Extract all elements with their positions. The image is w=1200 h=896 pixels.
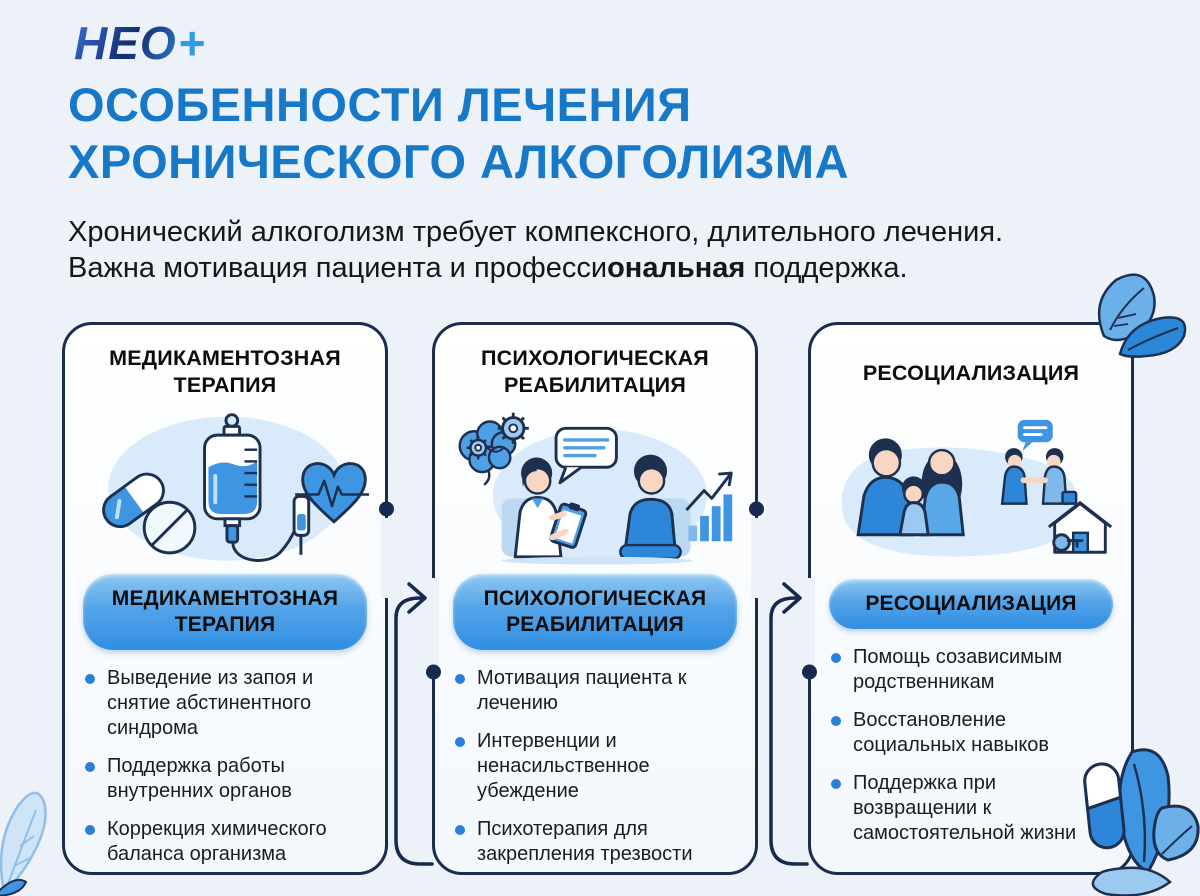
card-medication-bullets: [81, 666, 369, 880]
page-title-line1: ОСОБЕННОСТИ ЛЕЧЕНИЯ: [68, 78, 692, 131]
page-title-line2: ХРОНИЧЕСКОГО АЛКОГОЛИЗМА: [68, 135, 850, 188]
logo-text: НЕО: [74, 17, 177, 69]
bullet-item: Восстановление социальных навыков: [827, 708, 1115, 758]
subtitle-line2-rest: поддержка.: [745, 252, 908, 284]
bullet-item: Психотерапия для закрепления трезвости: [451, 817, 739, 867]
card-medication-illustration: [79, 403, 371, 568]
bullet-item: Выведение из запоя и снятие абстинентного синдрома: [81, 666, 369, 741]
card-psychology-bullets: [451, 666, 739, 880]
card-psychological-rehabilitation: [432, 322, 758, 875]
subtitle-line2-bold: ональная: [607, 252, 746, 284]
subtitle-line1: Хронический алкоголизм требует компексного, длительного лечения.: [68, 216, 1004, 248]
brain-gears-therapy-session-chart-illustration: [449, 403, 741, 568]
neo-plus-logo: [74, 16, 207, 70]
arrow-card2-to-card3: [771, 598, 807, 864]
bullet-item: Коррекция химического баланса организма: [81, 817, 369, 867]
border-gap: [427, 578, 439, 666]
bullet-item: Помощь созависимым родственникам: [827, 645, 1115, 695]
card-resocialization-bullets: [827, 645, 1115, 859]
card-psychology-illustration: [449, 403, 741, 568]
bullet-item: Поддержка работы внутренних органов: [81, 754, 369, 804]
bullet-item: Мотивация пациента к лечению: [451, 666, 739, 716]
card-resocialization: [808, 322, 1134, 875]
briefcase-icon: [1062, 492, 1076, 504]
card-resocialization-illustration: [825, 405, 1117, 573]
card-medication-pill-label: МЕДИКАМЕНТОЗНАЯ ТЕРАПИЯ: [83, 574, 367, 650]
logo-plus-icon: +: [178, 17, 207, 69]
page-subtitle: [68, 214, 1003, 286]
card-resocialization-header: РЕСОЦИАЛИЗАЦИЯ: [862, 360, 1080, 385]
page-title: [68, 76, 849, 190]
subtitle-line2-normal: Важна мотивация пациента и професси: [68, 252, 608, 284]
border-gap: [381, 518, 393, 598]
card-resocialization-pill-label: РЕСОЦИАЛИЗАЦИЯ: [829, 579, 1113, 629]
pills-iv-drip-heart-illustration: [79, 403, 371, 568]
border-gap: [803, 578, 815, 666]
subtitle-line2: [68, 250, 1003, 286]
card-medication-header: МЕДИКАМЕНТОЗНАЯ ТЕРАПИЯ: [109, 346, 341, 397]
card-medication-therapy: [62, 322, 388, 875]
card-psychology-header: ПСИХОЛОГИЧЕСКАЯ РЕАБИЛИТАЦИЯ: [481, 346, 709, 397]
border-gap: [751, 518, 763, 598]
card-psychology-pill-label: ПСИХОЛОГИЧЕСКАЯ РЕАБИЛИТАЦИЯ: [453, 574, 737, 650]
bullet-item: Поддержка при возвращении к самостоятельной жизни: [827, 771, 1115, 846]
family-handshake-house-key-illustration: [825, 405, 1117, 573]
bullet-item: Интервенции и ненасильственное убеждение: [451, 729, 739, 804]
